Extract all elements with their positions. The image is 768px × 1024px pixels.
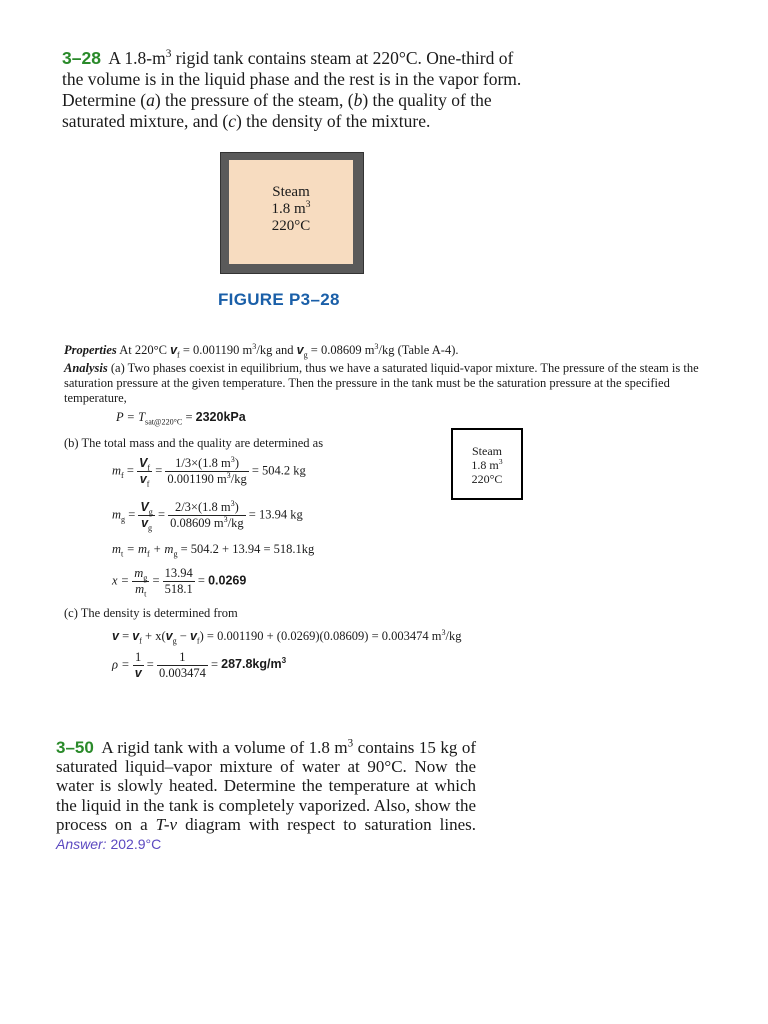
part-label: a <box>146 90 155 110</box>
total-mass-equation: $m_t = m_f + m_g = 504.2 + 13.94 = 518.1kg$ <box>112 542 315 559</box>
problem-number: 3–28 <box>62 48 101 68</box>
part-label: c <box>228 111 236 131</box>
tank-figure-label <box>229 184 353 235</box>
part-c-heading: (c) The density is determined from <box>64 606 238 620</box>
solution-analysis: Analysis (a) Two phases coexist in equilibrium, thus we have a saturated liquid-vapor mixture. The pressure of the steam is the saturation pressure at the given temperature. Then the pressure in the tank must be the saturation pressure at the specified temperature, <box>64 361 699 405</box>
problem-3-50-statement: 3–50 A rigid tank with a volume of 1.8 $m^3$ contains 15 kg of saturated liquid–vapor mixture of water at 90°C. Now the water is slowly heated. Determine the temperature at which the liquid in the tank is completely vaporized. Also, show the process on a T-v diagram with respect to saturation lines. Answer: 202.9°C <box>56 737 476 853</box>
liquid-mass-equation: $m_f$ = $\frac{V_f}{v_f}$ = $\frac{1/3\times(1.8 m^3)}{0.001190 m^3/kg}$ = 504.2 kg <box>112 454 306 489</box>
tank-label-line: 1.8 $m^3$ <box>271 199 311 217</box>
problem-text: ) the pressure of the steam, ( <box>154 90 354 110</box>
figure-caption: FIGURE P3–28 <box>218 290 340 309</box>
vapor-mass-equation: $m_g$ = $\frac{V_g}{v_g}$ = $\frac{2/3\times(1.8 m^3)}{0.08609 m^3/kg}$ = 13.94 kg <box>112 498 303 533</box>
problem-3-28-statement <box>62 48 532 132</box>
quality-equation: x = $\frac{m_g}{m_t}$ = $\frac{13.94}{518.1}$ = 0.0269 <box>112 566 247 599</box>
answer-text: Answer: 202.9°C <box>56 836 162 853</box>
superscript: 3 <box>165 48 172 61</box>
problem-number: 3–50 <box>56 738 94 757</box>
tank-label-line: 220°C <box>271 218 311 234</box>
problem-text: ) the quality of the saturated mixture, and ( <box>62 90 492 131</box>
tank-label-line: Steam <box>272 184 310 200</box>
part-label: b <box>353 90 363 110</box>
solution-properties: Properties At 220°C $v_f = 0.001190$ $m^3/kg$ and $v_g = 0.08609$ $m^3/kg$ (Table A-4). <box>64 341 459 360</box>
specific-volume-equation: $v = v_f + x(v_g - v_f) = 0.001190 + (0.0269)(0.08609) = 0.003474$ $m^3/kg$ <box>112 627 462 646</box>
density-answer: $287.8kg/m^3$ <box>221 656 287 672</box>
problem-text: A 1.8-m <box>108 48 166 68</box>
density-equation: ρ = $\frac{1}{v}$ = $\frac{1}{0.003474}$ = $287.8kg/m^3$ <box>112 650 287 680</box>
part-b-heading: (b) The total mass and the quality are determined as <box>64 436 324 450</box>
problem-text: rigid tank contains steam at 220°C. One-third of the volume is in the liquid phase and the rest is in the vapor form. Determine ( <box>62 48 522 110</box>
quality-answer: 0.0269 <box>208 573 247 588</box>
steam-tank-box: Steam 1.8 $m^3$ 220°C <box>451 428 523 500</box>
problem-text: ) the density of the mixture. <box>235 111 431 131</box>
pressure-equation: $P = T_{sat@220^\circ C} = 2320kPa$ <box>116 410 246 427</box>
pressure-answer: 2320kPa <box>195 410 246 424</box>
